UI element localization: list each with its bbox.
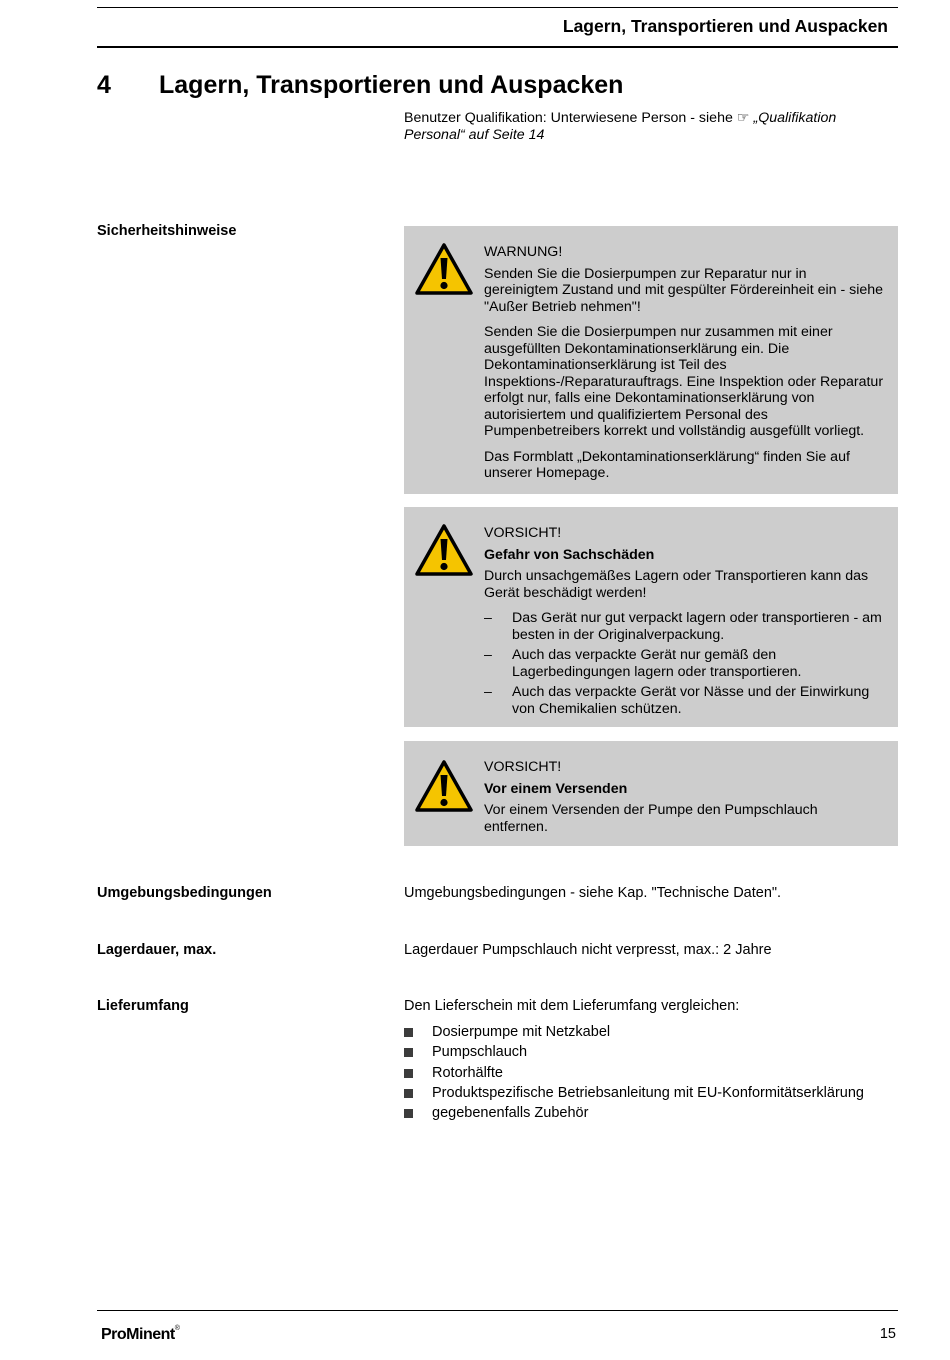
section-label-environment: Umgebungsbedingungen <box>97 885 272 901</box>
top-rule <box>97 7 898 8</box>
caution-list <box>484 610 884 717</box>
signal-word: WARNUNG! <box>484 244 563 260</box>
chapter-number: 4 <box>97 71 111 99</box>
square-bullet-icon <box>404 1109 413 1118</box>
list-item: – Auch das verpackte Gerät vor Nässe und der Einwirkung von Chemikalien schützen. <box>484 684 884 717</box>
caution-text: Durch unsachgemäßes Lagern oder Transportieren kann das Gerät beschädigt werden! <box>484 568 869 601</box>
warning-notice <box>404 226 898 494</box>
square-bullet-icon <box>404 1048 413 1057</box>
section-label-storage: Lagerdauer, max. <box>97 942 217 958</box>
list-item <box>404 1085 864 1105</box>
reference-arrow-icon: ☞ <box>736 110 750 126</box>
scope-list <box>404 1024 864 1125</box>
footer-rule <box>97 1310 898 1311</box>
warning-paragraph: Das Formblatt „Dekontaminationserklärung“ finden Sie auf unserer Homepage. <box>484 448 850 481</box>
user-qualification <box>404 110 898 144</box>
warning-paragraph: Senden Sie die Dosierpumpen nur zusammen mit einer ausgefüllten Dekontaminationserklärung ein. Die Dekontaminationserklärung ist Teil des Inspektions-/Reparaturauftrags. Eine Inspektion oder Reparatur erfolgt nur, falls eine Dekontaminationserklärung von autorisiertem und qualifiziertem Personal des Pumpenbetreibers korrekt und vollständig ausgefüllt vorliegt. <box>484 324 884 439</box>
caution-subject: Gefahr von Sachschäden <box>484 546 655 563</box>
list-item-text: Pumpschlauch <box>432 1044 528 1061</box>
warning-triangle-icon <box>414 523 474 577</box>
warning-paragraph: Senden Sie die Dosierpumpen zur Reparatur nur in gereinigtem Zustand und mit gespülter Fördereinheit ein - siehe "Außer Betrieb nehmen"! <box>484 265 884 315</box>
caution-notice-shipping <box>404 741 898 846</box>
list-item <box>404 1065 864 1085</box>
list-item <box>404 1024 864 1044</box>
qualification-link[interactable]: „Qualifikation Personal“ auf Seite 14 <box>404 110 837 143</box>
header-rule <box>97 46 898 48</box>
signal-word: VORSICHT! <box>484 525 562 541</box>
storage-text: Lagerdauer Pumpschlauch nicht verpresst, max.: 2 Jahre <box>404 942 772 958</box>
caution-body <box>484 525 884 721</box>
square-bullet-icon <box>404 1028 413 1037</box>
list-item-text: Dosierpumpe mit Netzkabel <box>432 1024 611 1040</box>
section-label-scope: Lieferumfang <box>97 998 189 1014</box>
scope-intro: Den Lieferschein mit dem Lieferumfang vergleichen: <box>404 998 740 1014</box>
list-item: – Auch das verpackte Gerät nur gemäß den Lagerbedingungen lagern oder transportieren. <box>484 647 884 680</box>
list-item-text: Rotorhälfte <box>432 1064 503 1081</box>
warning-triangle-icon <box>414 242 474 296</box>
warning-triangle-icon <box>414 759 474 813</box>
list-item: – Das Gerät nur gut verpackt lagern oder transportieren - am besten in der Originalverpackung. <box>484 610 884 643</box>
signal-word: VORSICHT! <box>484 759 562 775</box>
page-number: 15 <box>879 1326 896 1342</box>
chapter-heading <box>97 71 623 100</box>
caution-body <box>484 759 884 844</box>
list-item-text: gegebenenfalls Zubehör <box>432 1105 589 1122</box>
list-item-text: Produktspezifische Betriebsanleitung mit EU-Konformitätserklärung <box>432 1084 864 1101</box>
chapter-title: Lagern, Transportieren und Auspacken <box>159 71 624 99</box>
caution-subject: Vor einem Versenden <box>484 780 628 797</box>
list-item <box>404 1105 864 1125</box>
running-header: Lagern, Transportieren und Auspacken <box>562 16 888 36</box>
caution-notice-damage <box>404 507 898 727</box>
qualification-text: Benutzer Qualifikation: Unterwiesene Person - siehe <box>404 110 737 126</box>
square-bullet-icon <box>404 1069 413 1078</box>
prominent-logo: ProMinent® <box>101 1325 180 1343</box>
section-label-safety: Sicherheitshinweise <box>97 223 237 239</box>
environment-text: Umgebungsbedingungen - siehe Kap. "Technische Daten". <box>404 885 782 901</box>
caution-text: Vor einem Versenden der Pumpe den Pumpschlauch entfernen. <box>484 802 818 835</box>
square-bullet-icon <box>404 1089 413 1098</box>
list-item <box>404 1044 864 1064</box>
warning-body <box>484 244 884 491</box>
